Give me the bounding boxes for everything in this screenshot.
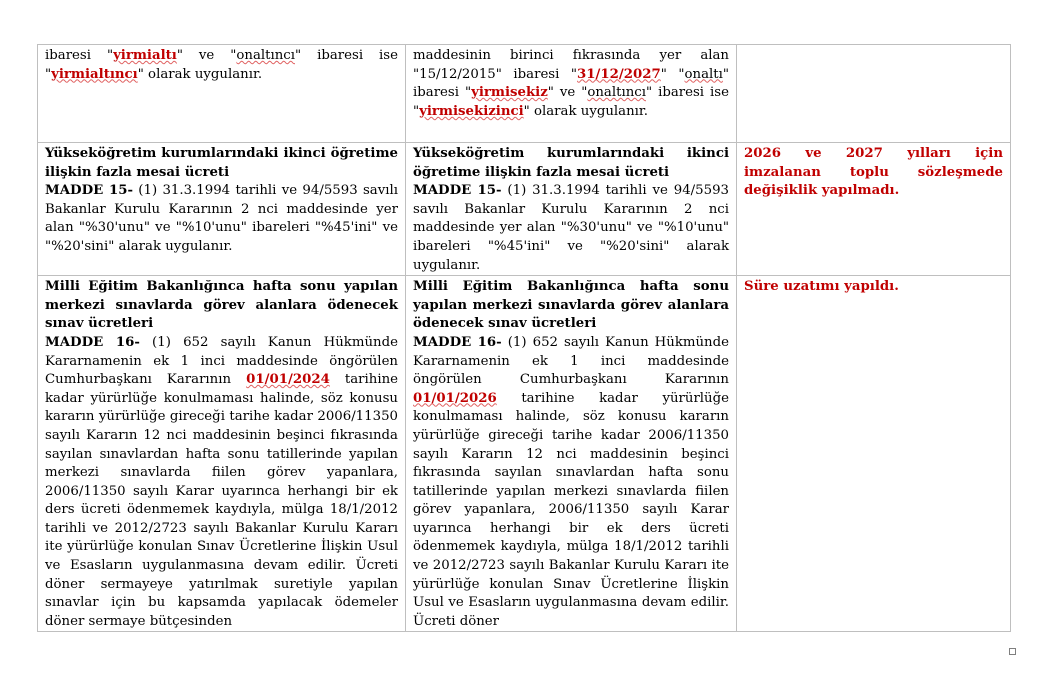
text-run: onaltıncı — [236, 48, 295, 63]
article-number: MADDE 15- — [413, 183, 502, 199]
table-row — [38, 143, 1011, 276]
text-run: " " — [660, 66, 685, 82]
changed-value: 01/01/2024 — [246, 372, 330, 388]
note-text: Süre uzatımı yapıldı. — [744, 279, 899, 295]
article-body: (1) 31.3.1994 tarihli ve 94/5593 savılı Bakanlar Kurulu Kararının 2 nci maddesinde yer alan "%30'unu" ve "%10'unu" ibareleri "%45'ini" ve "%20'sini" alarak uygulanır. — [413, 183, 729, 273]
text-run: " ve " — [176, 48, 237, 63]
changed-value: yirmialtı — [113, 48, 177, 63]
note-cell[interactable] — [737, 276, 1011, 632]
article-body: (1) 652 sayılı Kanun Hükmünde Kararnamenin ek 1 inci maddesinde öngörülen Cumhurbaşkanı Kararının — [413, 334, 729, 388]
text-run: " ve " — [547, 85, 588, 101]
old-text-cell[interactable] — [38, 45, 406, 143]
article-heading: Milli Eğitim Bakanlığınca hafta sonu yapılan merkezi sınavlarda görev alanlara ödenecek sınav ücretleri — [413, 279, 729, 332]
article-number: MADDE 16- — [45, 334, 140, 350]
article-heading: Yükseköğretim kurumlarındaki ikinci öğretime ilişkin fazla mesai ücreti — [413, 146, 729, 180]
changed-value: 01/01/2026 — [413, 390, 497, 406]
changed-value: yirmialtıncı — [51, 66, 138, 82]
changed-value: 31/12/2027 — [577, 66, 661, 82]
article-body: (1) 31.3.1994 tarihli ve 94/5593 savılı Bakanlar Kurulu Kararının 2 nci maddesinde yer alan "%30'unu" ve "%10'unu" ibareleri "%45'ini" ve "%20'sini" alarak uygulanır. — [45, 183, 398, 254]
text-run: onaltıncı — [587, 85, 646, 101]
text-run: " olarak uygulanır. — [137, 66, 263, 82]
text-run: " ibaresi ise " — [413, 85, 729, 119]
text-run: " olarak uygulanır. — [523, 103, 649, 119]
text-run: onaltı — [684, 66, 723, 82]
table-row — [38, 276, 1011, 632]
note-text: 2026 ve 2027 yılları için imzalanan toplu sözleşmede değişiklik yapılmadı. — [744, 146, 1003, 199]
article-body: tarihine kadar yürürlüğe konulmaması halinde, söz konusu kararın yürürlüğe gireceği tarihe kadar 2006/11350 sayılı Kararın 12 nci maddesinin beşinci fıkrasında sayılan sınavlardan hafta sonu tatillerinde yapılan merkezi sınavlarda fiilen görev yapanlara, 2006/11350 sayılı Karar uyarınca herhangi bir ek ders ücreti ödenmemek kaydıyla, mülga 18/1/2012 tarihli ve 2012/2723 sayılı Bakanlar Kurulu Kararı ite yürürlüğe konulan Sınav Ücretlerine İlişkin Usul ve Esasların uygulanmasına devam edilir. Ücreti döner sermayeye yatırılmak suretiyle yapılan sınavlar için bu kapsamda yapılacak ödemeler döner sermaye bütçesinden — [45, 372, 399, 629]
article-body: (1) 652 sayılı Kanun Hükmünde Kararnamenin ek 1 inci maddesinde öngörülen Cumhurbaşkanı Kararının — [45, 334, 398, 388]
new-text-cell[interactable] — [406, 276, 737, 632]
text-run: " ibaresi " — [413, 66, 730, 101]
note-cell[interactable] — [737, 45, 1011, 143]
new-text-cell[interactable] — [406, 143, 737, 276]
table-row — [38, 45, 1011, 143]
changed-value: yirmisekiz — [471, 85, 548, 101]
article-heading: Milli Eğitim Bakanlığınca hafta sonu yapılan merkezi sınavlarda görev alanlara ödenecek sınav ücretleri — [45, 279, 398, 332]
text-run: maddesinin birinci fıkrasında yer alan "15/12/2015" ibaresi " — [413, 48, 729, 82]
article-number: MADDE 15- — [45, 183, 133, 199]
changed-value: yirmisekizinci — [419, 103, 524, 119]
old-text-cell[interactable] — [38, 276, 406, 632]
comparison-table — [37, 44, 1011, 632]
old-text-cell[interactable] — [38, 143, 406, 276]
article-number: MADDE 16- — [413, 334, 502, 350]
new-text-cell[interactable] — [406, 45, 737, 143]
table-resize-handle[interactable] — [1009, 648, 1016, 655]
article-heading: Yükseköğretim kurumlarındaki ikinci öğretime ilişkin fazla mesai ücreti — [45, 146, 398, 180]
note-cell[interactable] — [737, 143, 1011, 276]
text-run: " ibaresi ise " — [45, 48, 398, 82]
article-body: tarihine kadar yürürlüğe konulmaması halinde, söz konusu kararın yürürlüğe gireceği tarihe kadar 2006/11350 sayılı Kararın 12 nci maddesinin beşinci fıkrasında sayılan sınavlardan hafta sonu tatillerinde yapılan merkezi sınavlarda fiilen görev yapanlara, 2006/11350 sayılı Karar uyarınca herhangi bir ek ders ücreti ödenmemek kaydıyla, mülga 18/1/2012 tarihli ve 2012/2723 sayılı Bakanlar Kurulu Kararı ite yürürlüğe konulan Sınav Ücretlerine İlişkin Usul ve Esasların uygulanmasına devam edilir. Ücreti döner — [413, 390, 729, 629]
text-run: ibaresi " — [45, 48, 114, 63]
